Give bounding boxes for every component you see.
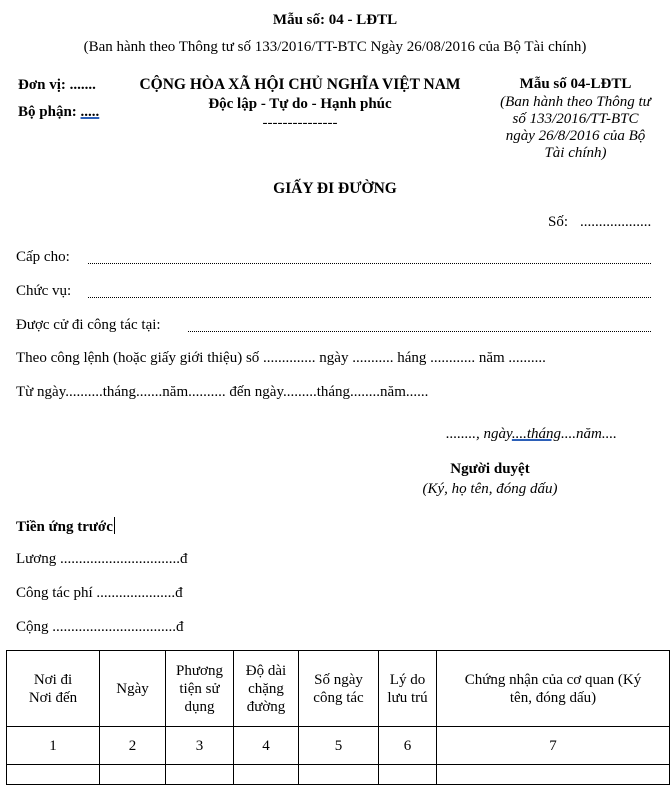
issued-to-field[interactable] — [88, 263, 651, 264]
unit-label: Đơn vị: — [18, 77, 66, 93]
right-note-line3: ngày 26/8/2016 của Bộ — [505, 128, 646, 144]
table-cell[interactable] — [299, 765, 379, 785]
issued-to-label: Cấp cho: — [16, 249, 70, 265]
table-cell[interactable] — [234, 765, 299, 785]
table-cell[interactable] — [379, 765, 437, 785]
dept-label: Bộ phận: — [18, 104, 77, 120]
header-certification: Chứng nhận của cơ quan (Ký tên, đóng dấu) — [437, 651, 670, 727]
issuance-note: (Ban hành theo Thông tư số 133/2016/TT-BTC Ngày 26/08/2016 của Bộ Tài chính) — [83, 39, 587, 55]
header-distance: Độ dài chặng đường — [234, 651, 299, 727]
date-suffix: ....năm.... — [561, 426, 617, 442]
date-prefix: ........, ngày — [446, 426, 512, 442]
table-cell[interactable] — [166, 765, 234, 785]
advance-salary[interactable]: Lương ................................đ — [16, 551, 188, 567]
col-number: 2 — [100, 727, 166, 765]
dept-value[interactable]: ..... — [80, 104, 100, 120]
unit-value[interactable]: ....... — [69, 77, 96, 93]
unit-field — [18, 77, 96, 94]
col-number: 7 — [437, 727, 670, 765]
advance-travel[interactable]: Công tác phí .....................đ — [16, 585, 183, 601]
advance-total[interactable]: Cộng .................................đ — [16, 619, 184, 635]
position-field[interactable] — [88, 297, 651, 298]
table-cell[interactable] — [7, 765, 100, 785]
table-number-row — [7, 727, 670, 765]
col-number: 3 — [166, 727, 234, 765]
number-label: Số: — [548, 214, 569, 230]
signature-date[interactable] — [446, 426, 617, 443]
form-code-right: Mẫu số 04-LĐTL — [519, 76, 632, 92]
country-name: CỘNG HÒA XÃ HỘI CHỦ NGHĨA VIỆT NAM — [139, 76, 461, 93]
table-cell[interactable] — [437, 765, 670, 785]
date-range-line[interactable]: Từ ngày..........tháng.......năm.......... đến ngày.........tháng........năm...... — [16, 384, 429, 400]
order-line[interactable]: Theo công lệnh (hoặc giấy giới thiệu) số .............. ngày ........... háng ............ năm .......... — [16, 350, 546, 366]
sent-to-label: Được cử đi công tác tại: — [16, 317, 161, 333]
header-stay-reason: Lý do lưu trú — [379, 651, 437, 727]
travel-table — [6, 650, 670, 785]
header-date: Ngày — [100, 651, 166, 727]
header-transport: Phương tiện sử dụng — [166, 651, 234, 727]
advance-heading — [16, 517, 115, 536]
sent-to-field[interactable] — [188, 331, 651, 332]
right-note-line2: số 133/2016/TT-BTC — [512, 111, 639, 127]
position-label: Chức vụ: — [16, 283, 72, 299]
table-row — [7, 765, 670, 785]
document-title: GIẤY ĐI ĐƯỜNG — [273, 180, 397, 197]
header-from-to: Nơi đi Nơi đến — [7, 651, 100, 727]
text-cursor — [114, 517, 115, 534]
col-number: 5 — [299, 727, 379, 765]
col-number: 6 — [379, 727, 437, 765]
motto-separator: --------------- — [262, 115, 338, 131]
form-code-header: Mẫu số: 04 - LĐTL — [272, 12, 398, 28]
col-number: 4 — [234, 727, 299, 765]
table-cell[interactable] — [100, 765, 166, 785]
national-motto: Độc lập - Tự do - Hạnh phúc — [208, 96, 392, 112]
header-work-days: Số ngày công tác — [299, 651, 379, 727]
approver-note: (Ký, họ tên, đóng dấu) — [422, 481, 558, 497]
approver-title: Người duyệt — [450, 461, 530, 477]
right-note-line4: Tài chính) — [544, 145, 607, 161]
dept-field — [18, 104, 99, 121]
col-number: 1 — [7, 727, 100, 765]
advance-heading-text: Tiền ứng trước — [16, 519, 113, 535]
right-note-line1: (Ban hành theo Thông tư — [500, 94, 651, 110]
date-mid: ....tháng — [511, 426, 562, 442]
table-header-row — [7, 651, 670, 727]
number-field[interactable]: ................... — [580, 214, 652, 230]
